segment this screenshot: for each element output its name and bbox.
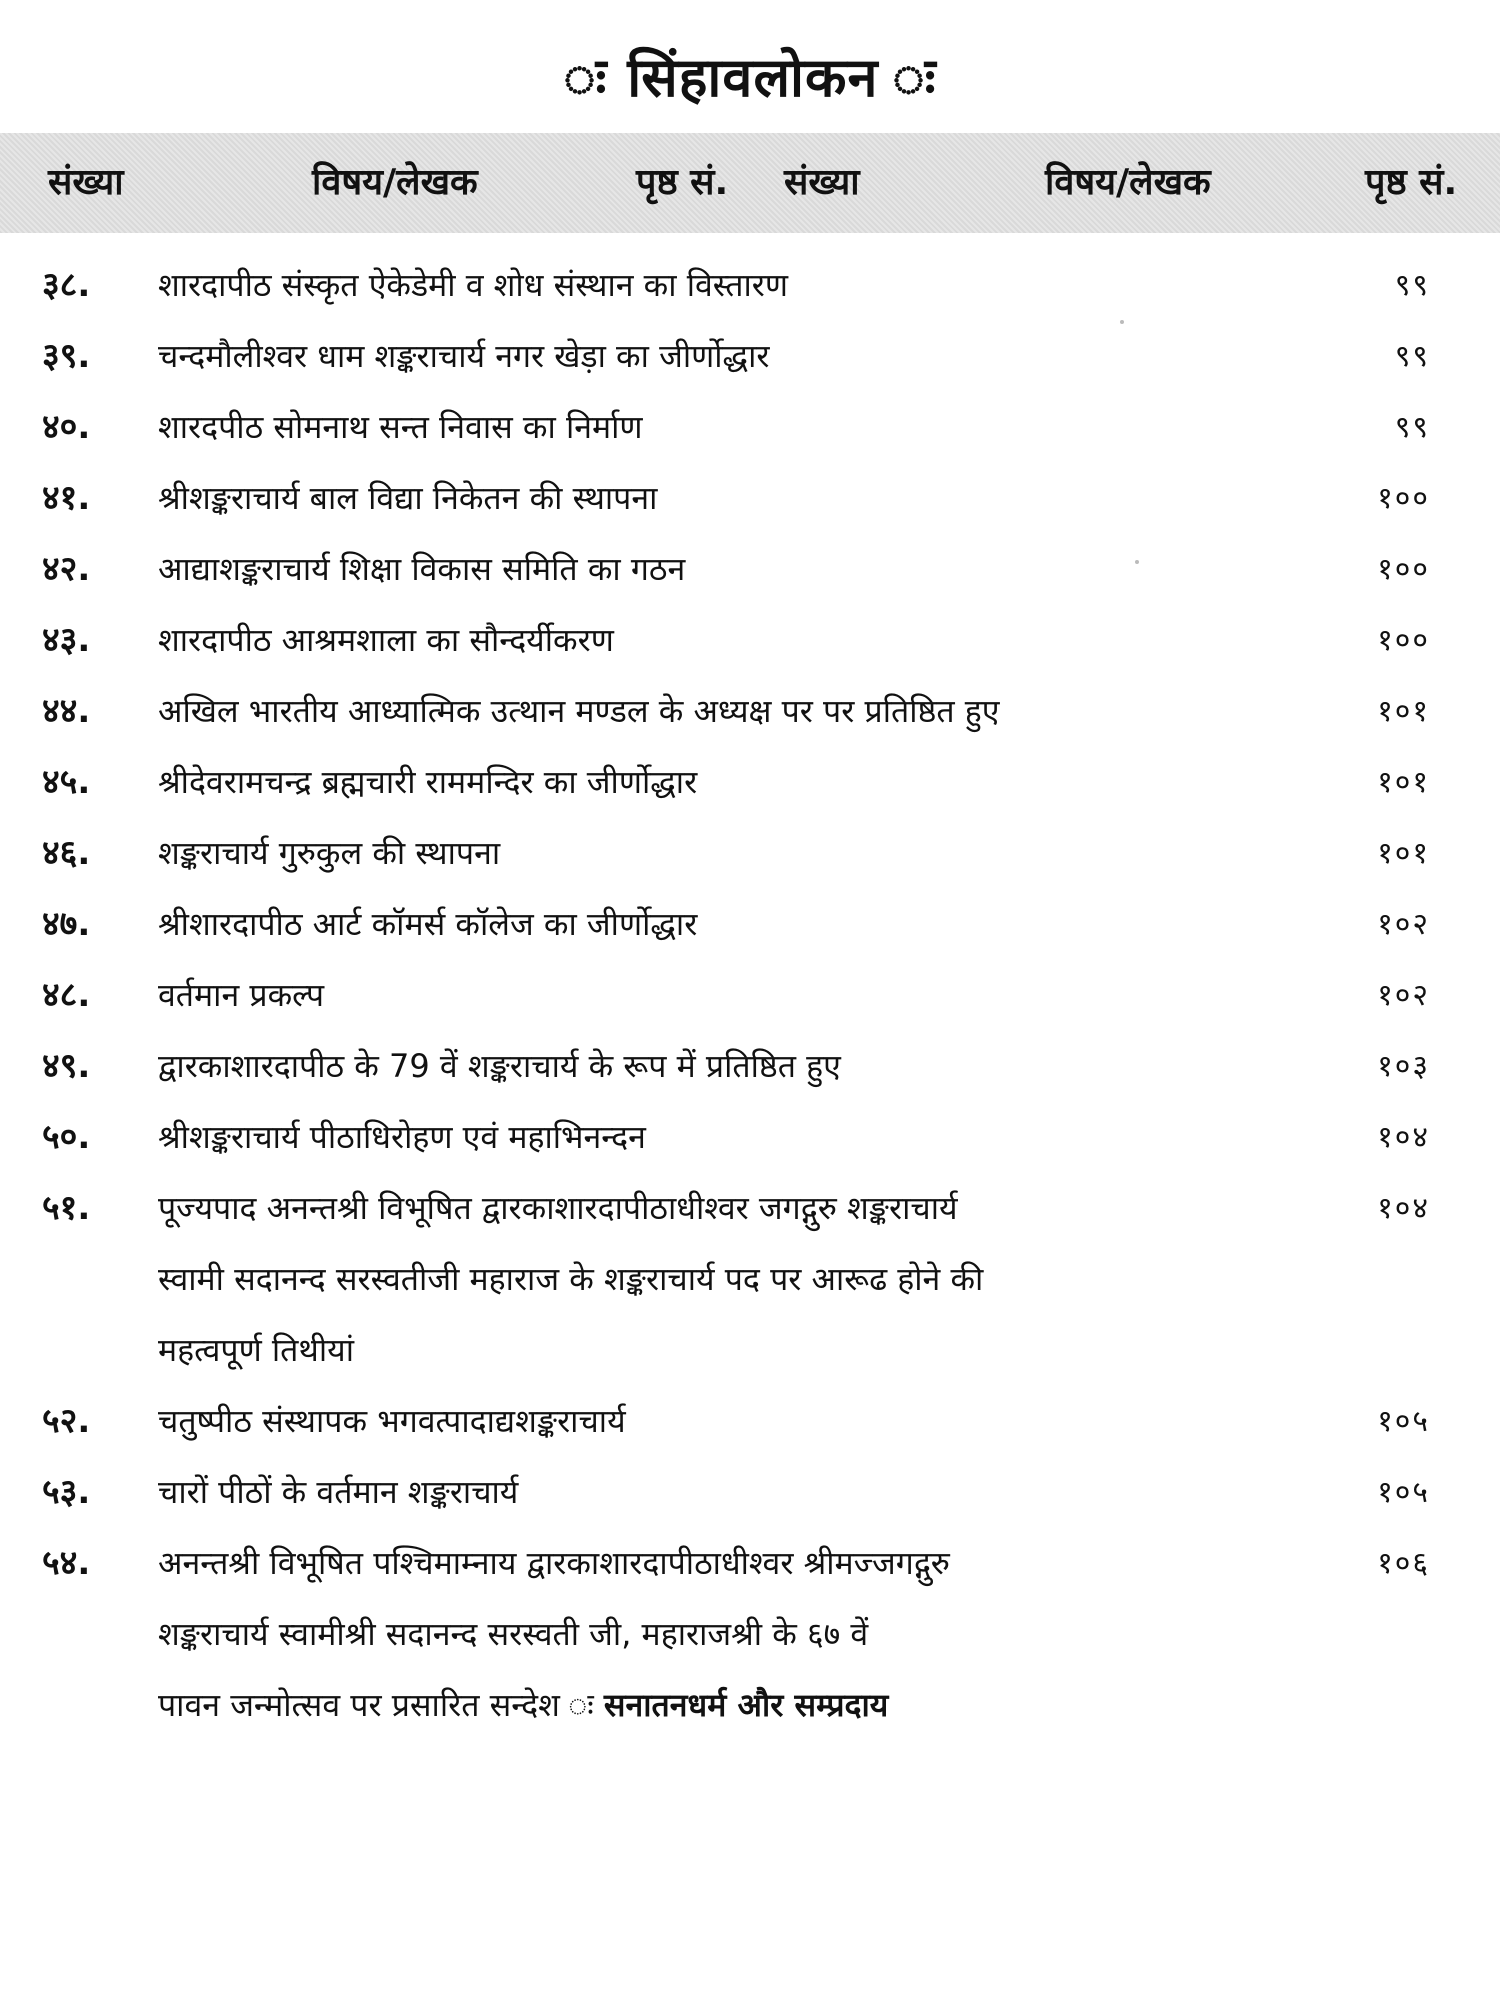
entry-page-number: १०५ — [1377, 1475, 1430, 1510]
entry-page-number: ९९ — [1394, 339, 1430, 374]
entry-number: ४५. — [42, 762, 91, 802]
entry-title-text: शारदपीठ सोमनाथ सन्त निवास का निर्माण — [158, 408, 643, 446]
entry-title-line — [158, 960, 1158, 1031]
entry-title-text: श्रीशङ्कराचार्य बाल विद्या निकेतन की स्थापना — [158, 479, 658, 517]
entry-title — [158, 747, 1158, 818]
entry-title — [158, 250, 1158, 321]
entry-page-number: १०० — [1377, 623, 1430, 658]
entry-number: ५४. — [42, 1543, 91, 1583]
toc-entry — [0, 960, 1500, 1031]
entry-number: ४६. — [42, 833, 91, 873]
entry-title-line — [158, 250, 1158, 321]
entry-page-number: १०३ — [1377, 1049, 1430, 1084]
toc-entry — [0, 889, 1500, 960]
toc-entry — [0, 1386, 1500, 1457]
entry-title-text: द्वारकाशारदापीठ के 79 वें शङ्कराचार्य के रूप में प्रतिष्ठित हुए — [158, 1047, 841, 1085]
entry-title-text: चन्दमौलीश्वर धाम शङ्कराचार्य नगर खेड़ा का जीर्णोद्धार — [158, 337, 770, 375]
entry-title-line — [158, 1244, 1158, 1315]
entry-title-line — [158, 1457, 1158, 1528]
entry-title-line — [158, 818, 1158, 889]
toc-entry — [0, 676, 1500, 747]
entry-title-line — [158, 747, 1158, 818]
entry-title-text: शारदापीठ आश्रमशाला का सौन्दर्यीकरण — [158, 621, 614, 659]
entry-title-line — [158, 1173, 1158, 1244]
entry-title — [158, 1031, 1158, 1102]
entry-title — [158, 818, 1158, 889]
entry-title-text: शारदापीठ संस्कृत ऐकेडेमी व शोध संस्थान का विस्तारण — [158, 266, 788, 304]
entry-title-text: अनन्तश्री विभूषित पश्चिमाम्नाय द्वारकाशारदापीठाधीश्वर श्रीमज्जगद्गुरु — [158, 1544, 950, 1582]
entry-title-text: वर्तमान प्रकल्प — [158, 976, 325, 1014]
toc-entry — [0, 605, 1500, 676]
entry-title — [158, 960, 1158, 1031]
page-title: ः सिंहावलोकन ः — [563, 46, 937, 109]
toc-entry — [0, 1457, 1500, 1528]
scan-speck — [1120, 320, 1124, 324]
entry-number: ४०. — [42, 407, 91, 447]
entry-title-line — [158, 605, 1158, 676]
toc-entry — [0, 463, 1500, 534]
entry-page-number: १०१ — [1377, 694, 1430, 729]
entry-page-number: १०२ — [1377, 978, 1430, 1013]
toc-list — [0, 250, 1500, 1741]
entry-page-number: ९९ — [1394, 268, 1430, 303]
entry-page-number: १०१ — [1377, 765, 1430, 800]
entry-title-line — [158, 1386, 1158, 1457]
entry-title — [158, 321, 1158, 392]
entry-number: ५२. — [42, 1401, 91, 1441]
entry-title-text: श्रीशारदापीठ आर्ट कॉमर्स कॉलेज का जीर्णोद्धार — [158, 905, 698, 943]
header-page-2: पृष्ठ सं. — [1365, 162, 1458, 203]
entry-number: ५१. — [42, 1188, 91, 1228]
entry-title — [158, 1173, 1158, 1386]
table-header — [0, 133, 1500, 233]
entry-title — [158, 1102, 1158, 1173]
entry-number: ४४. — [42, 691, 91, 731]
entry-title-line — [158, 1031, 1158, 1102]
entry-title-line — [158, 534, 1158, 605]
entry-title-line — [158, 1528, 1158, 1599]
header-page-1: पृष्ठ सं. — [636, 162, 729, 203]
entry-title — [158, 534, 1158, 605]
entry-title-text: चतुष्पीठ संस्थापक भगवत्पादाद्यशङ्कराचार्य — [158, 1402, 626, 1440]
entry-page-number: १०२ — [1377, 907, 1430, 942]
entry-title — [158, 605, 1158, 676]
entry-title-text: शङ्कराचार्य गुरुकुल की स्थापना — [158, 834, 501, 872]
toc-entry — [0, 392, 1500, 463]
entry-title-line — [158, 463, 1158, 534]
entry-number: ४९. — [42, 1046, 91, 1086]
toc-entry — [0, 534, 1500, 605]
toc-entry — [0, 1031, 1500, 1102]
entry-page-number: १०४ — [1377, 1191, 1430, 1226]
entry-number: ४८. — [42, 975, 91, 1015]
toc-entry — [0, 1102, 1500, 1173]
entry-number: ४७. — [42, 904, 91, 944]
entry-number: ४२. — [42, 549, 91, 589]
toc-entry — [0, 250, 1500, 321]
entry-title-line — [158, 1599, 1158, 1670]
entry-title-line — [158, 1315, 1158, 1386]
scan-speck — [1135, 560, 1139, 564]
entry-title — [158, 392, 1158, 463]
entry-title-text: श्रीशङ्कराचार्य पीठाधिरोहण एवं महाभिनन्दन — [158, 1118, 646, 1156]
entry-title-line — [158, 1102, 1158, 1173]
entry-title-text: शङ्कराचार्य स्वामीश्री सदानन्द सरस्वती जी, महाराजश्री के ६७ वें — [158, 1615, 869, 1653]
entry-page-number: १०६ — [1377, 1546, 1430, 1581]
header-subject-2: विषय/लेखक — [1045, 162, 1211, 203]
entry-title-text: महत्वपूर्ण तिथीयां — [158, 1331, 354, 1369]
toc-entry — [0, 321, 1500, 392]
entry-title-text: अखिल भारतीय आध्यात्मिक उत्थान मण्डल के अध्यक्ष पर पर प्रतिष्ठित हुए — [158, 692, 1000, 730]
entry-title — [158, 1528, 1158, 1741]
entry-title-text: आद्याशङ्कराचार्य शिक्षा विकास समिति का गठन — [158, 550, 686, 588]
entry-title-text: श्रीदेवरामचन्द्र ब्रह्मचारी राममन्दिर का जीर्णोद्धार — [158, 763, 698, 801]
entry-title-line — [158, 321, 1158, 392]
entry-title-text: पूज्यपाद अनन्तश्री विभूषित द्वारकाशारदापीठाधीश्वर जगद्गुरु शङ्कराचार्य — [158, 1189, 958, 1227]
entry-title-text: स्वामी सदानन्द सरस्वतीजी महाराज के शङ्कराचार्य पद पर आरूढ होने की — [158, 1260, 984, 1298]
entry-title-emphasis: सनातनधर्म और सम्प्रदाय — [603, 1686, 889, 1724]
entry-title — [158, 463, 1158, 534]
entry-title-line — [158, 676, 1158, 747]
entry-page-number: १०४ — [1377, 1120, 1430, 1155]
entry-number: ५०. — [42, 1117, 91, 1157]
header-number-1: संख्या — [48, 162, 124, 203]
entry-number: ३८. — [42, 265, 91, 305]
entry-title-line — [158, 392, 1158, 463]
entry-title — [158, 889, 1158, 960]
entry-page-number: १०० — [1377, 481, 1430, 516]
entry-title-line — [158, 1670, 1158, 1741]
entry-title-text: चारों पीठों के वर्तमान शङ्कराचार्य — [158, 1473, 519, 1511]
entry-number: ४३. — [42, 620, 91, 660]
entry-title — [158, 1457, 1158, 1528]
toc-entry — [0, 747, 1500, 818]
entry-page-number: १०५ — [1377, 1404, 1430, 1439]
entry-title — [158, 1386, 1158, 1457]
entry-number: ३९. — [42, 336, 91, 376]
toc-entry — [0, 1528, 1500, 1741]
entry-title-text: पावन जन्मोत्सव पर प्रसारित सन्देश ः — [158, 1686, 604, 1724]
entry-number: ४१. — [42, 478, 91, 518]
entry-title — [158, 676, 1158, 747]
header-number-2: संख्या — [784, 162, 860, 203]
entry-page-number: १०१ — [1377, 836, 1430, 871]
toc-entry — [0, 818, 1500, 889]
entry-page-number: १०० — [1377, 552, 1430, 587]
toc-entry — [0, 1173, 1500, 1386]
entry-page-number: ९९ — [1394, 410, 1430, 445]
header-subject-1: विषय/लेखक — [312, 162, 478, 203]
entry-number: ५३. — [42, 1472, 91, 1512]
entry-title-line — [158, 889, 1158, 960]
